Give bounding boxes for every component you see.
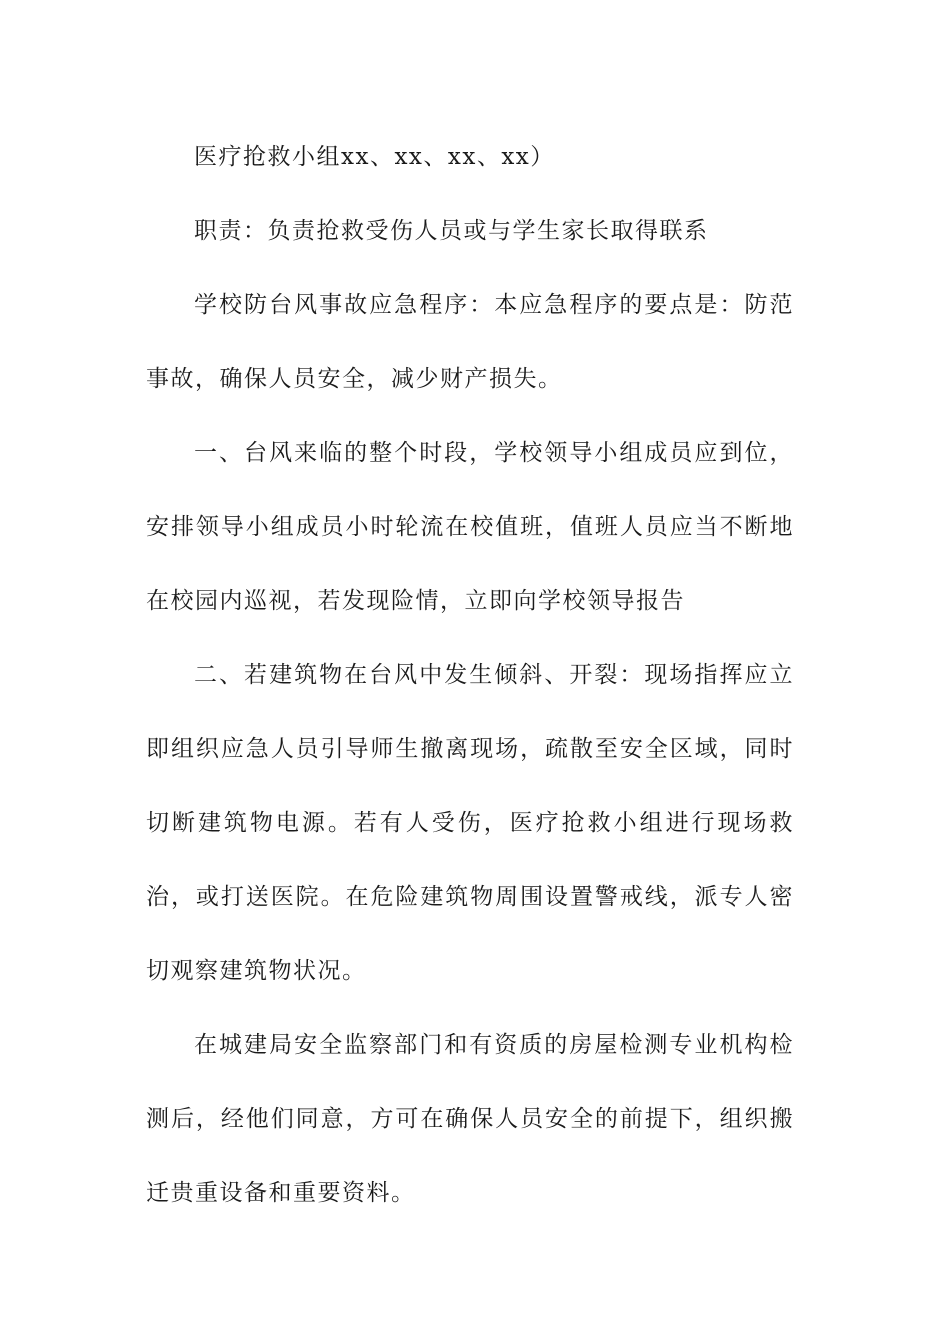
- paragraph-typhoon-procedure: 学校防台风事故应急程序：本应急程序的要点是：防范事故，确保人员安全，减少财产损失。: [146, 292, 794, 392]
- paragraph-medical-team: 医疗抢救小组xx、xx、xx、xx）: [194, 144, 555, 170]
- paragraph-duties: 职责：负责抢救受伤人员或与学生家长取得联系: [194, 218, 709, 244]
- paragraph-step-two: 二、若建筑物在台风中发生倾斜、开裂：现场指挥应立即组织应急人员引导师生撤离现场，疏散至安全区域，同时切断建筑物电源。若有人受伤，医疗抢救小组进行现场救治，或打送医院。在危险建筑物周围设置警戒线，派专人密切观察建筑物状况。: [146, 662, 794, 984]
- document-body: [146, 120, 794, 1230]
- paragraph-inspection: 在城建局安全监察部门和有资质的房屋检测专业机构检测后，经他们同意，方可在确保人员安全的前提下，组织搬迁贵重设备和重要资料。: [146, 1032, 794, 1206]
- paragraph-step-one: 一、台风来临的整个时段，学校领导小组成员应到位，安排领导小组成员小时轮流在校值班，值班人员应当不断地在校园内巡视，若发现险情，立即向学校领导报告: [146, 440, 794, 614]
